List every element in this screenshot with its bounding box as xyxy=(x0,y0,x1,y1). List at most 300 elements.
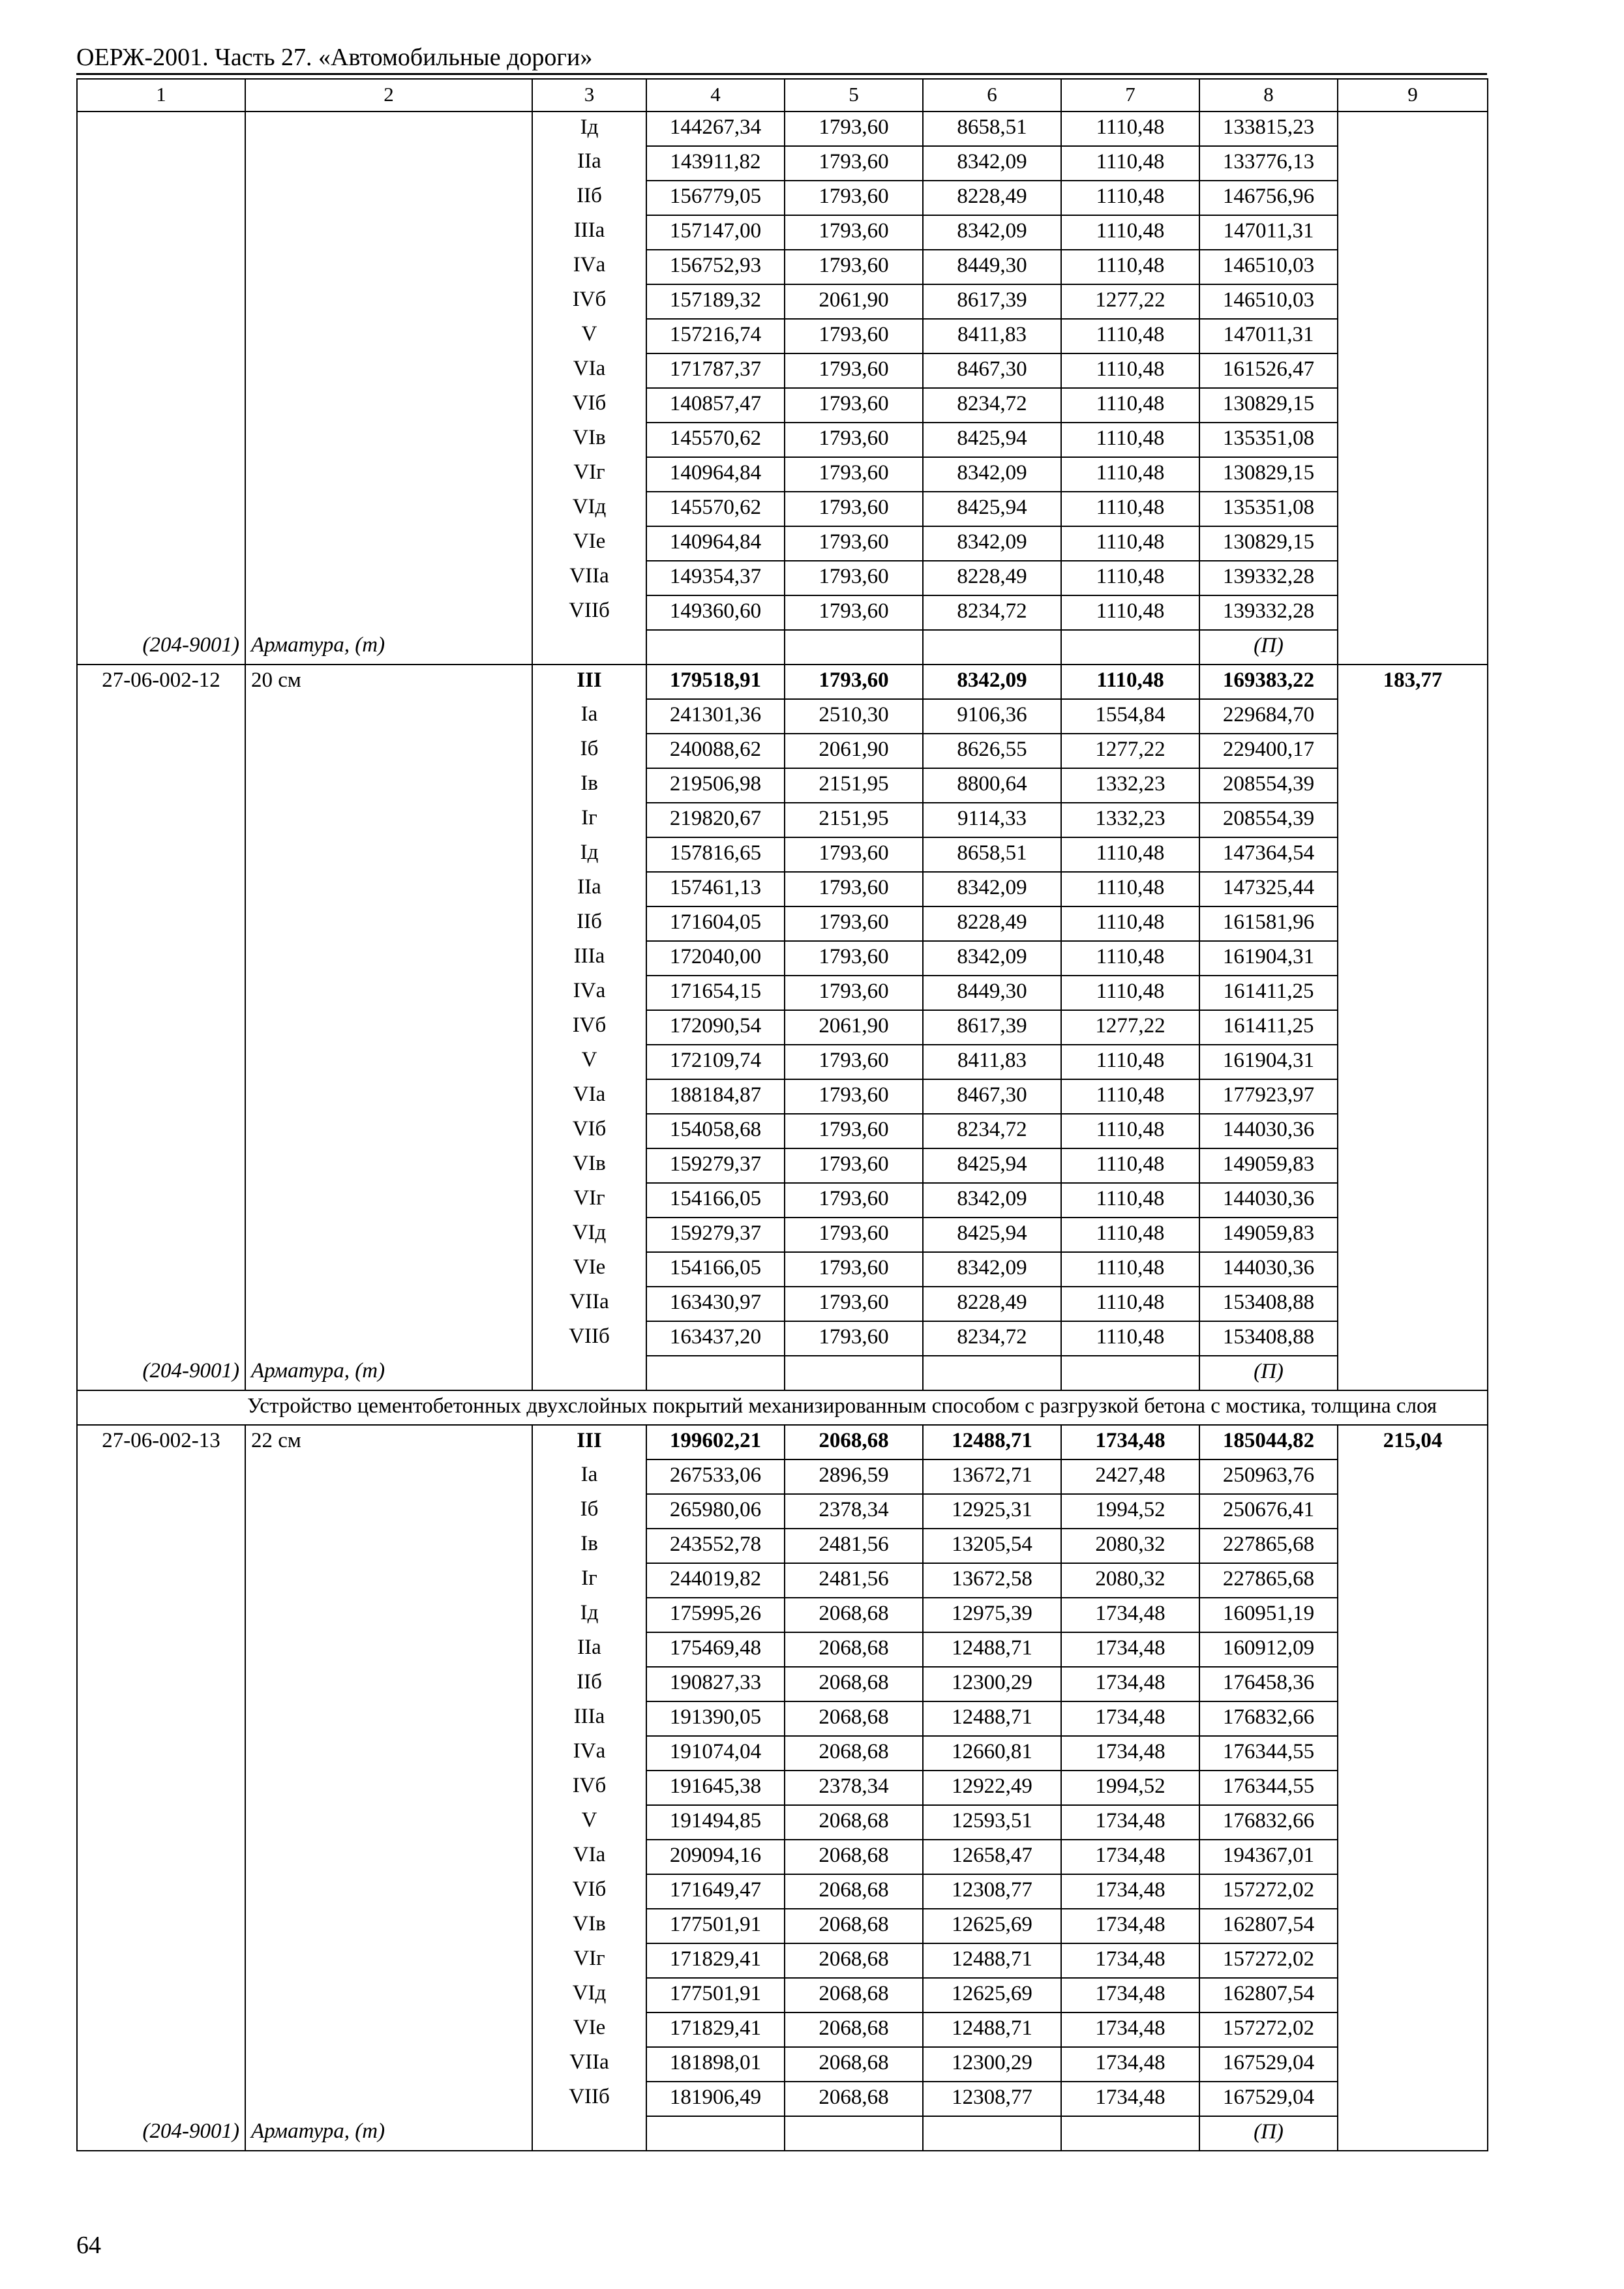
column-number: 1 xyxy=(77,79,245,112)
rates-table xyxy=(76,78,1488,2151)
table-row xyxy=(77,1632,1488,1667)
operator-wage-cell: 1734,48 xyxy=(1061,1874,1199,1909)
total-cost-cell: 171829,41 xyxy=(646,2012,785,2047)
labor-hours-cell xyxy=(1338,1840,1488,1874)
materials-cost-cell: 167529,04 xyxy=(1199,2047,1338,2082)
column-number: 8 xyxy=(1199,79,1338,112)
total-cost-cell: 157189,32 xyxy=(646,284,785,319)
materials-cost-cell: 161904,31 xyxy=(1199,1045,1338,1079)
machine-cost-cell xyxy=(923,2116,1061,2151)
section-title-row xyxy=(77,1390,1488,1425)
zone-cell: IIIа xyxy=(532,941,646,976)
materials-cost-cell: 144030,36 xyxy=(1199,1183,1338,1218)
labor-hours-cell xyxy=(1338,1632,1488,1667)
zone-cell xyxy=(532,1356,646,1390)
rate-code-cell xyxy=(77,1010,245,1045)
total-cost-cell: 140964,84 xyxy=(646,457,785,492)
rate-code-cell xyxy=(77,1978,245,2012)
table-row xyxy=(77,665,1488,699)
labor-cost-cell: 2896,59 xyxy=(785,1459,923,1494)
operator-wage-cell: 1110,48 xyxy=(1061,388,1199,423)
rate-name-cell xyxy=(245,112,532,146)
total-cost-cell: 157816,65 xyxy=(646,837,785,872)
rate-name-cell xyxy=(245,1563,532,1598)
machine-cost-cell: 8342,09 xyxy=(923,526,1061,561)
zone-cell: VIд xyxy=(532,1978,646,2012)
machine-cost-cell: 8342,09 xyxy=(923,665,1061,699)
rate-code-cell xyxy=(77,319,245,353)
rate-code-cell xyxy=(77,768,245,803)
labor-hours-cell xyxy=(1338,1736,1488,1771)
zone-cell: IIб xyxy=(532,181,646,215)
operator-wage-cell: 1110,48 xyxy=(1061,319,1199,353)
materials-cost-cell: 144030,36 xyxy=(1199,1252,1338,1287)
section-title-text: Устройство цементобетонных двухслойных покрытий механизированным способом с разгрузкой бетона с мостика, толщина слоя xyxy=(247,1394,1437,1418)
rate-code-cell xyxy=(77,1874,245,1909)
labor-hours-cell xyxy=(1338,630,1488,665)
table-row xyxy=(77,457,1488,492)
operator-wage-cell: 1110,48 xyxy=(1061,837,1199,872)
operator-wage-cell: 1734,48 xyxy=(1061,1909,1199,1943)
zone-cell: IVб xyxy=(532,1010,646,1045)
labor-hours-cell xyxy=(1338,2047,1488,2082)
resource-code-cell: (204-9001) xyxy=(77,2116,245,2151)
labor-hours-cell xyxy=(1338,492,1488,526)
labor-cost-cell: 1793,60 xyxy=(785,215,923,250)
page-header: ОЕРЖ-2001. Часть 27. «Автомобильные дороги» xyxy=(76,44,593,71)
labor-hours-cell xyxy=(1338,250,1488,284)
rate-code-cell xyxy=(77,1218,245,1252)
labor-hours-cell xyxy=(1338,1943,1488,1978)
operator-wage-cell: 2427,48 xyxy=(1061,1459,1199,1494)
rate-code-cell xyxy=(77,250,245,284)
total-cost-cell: 157461,13 xyxy=(646,872,785,906)
labor-cost-cell: 1793,60 xyxy=(785,1045,923,1079)
labor-cost-cell: 1793,60 xyxy=(785,1114,923,1148)
machine-cost-cell: 12488,71 xyxy=(923,1701,1061,1736)
labor-cost-cell: 1793,60 xyxy=(785,319,923,353)
rate-name-cell xyxy=(245,250,532,284)
materials-cost-cell: 130829,15 xyxy=(1199,388,1338,423)
labor-hours-cell xyxy=(1338,1598,1488,1632)
column-number: 3 xyxy=(532,79,646,112)
table-row xyxy=(77,526,1488,561)
labor-cost-cell: 1793,60 xyxy=(785,146,923,181)
operator-wage-cell xyxy=(1061,630,1199,665)
resource-name-cell: Арматура, (т) xyxy=(245,630,532,665)
operator-wage-cell: 1734,48 xyxy=(1061,1632,1199,1667)
machine-cost-cell: 12922,49 xyxy=(923,1771,1061,1805)
machine-cost-cell: 8626,55 xyxy=(923,734,1061,768)
materials-cost-cell: 157272,02 xyxy=(1199,1943,1338,1978)
machine-cost-cell: 8467,30 xyxy=(923,1079,1061,1114)
rate-name-cell xyxy=(245,976,532,1010)
materials-cost-cell: 133776,13 xyxy=(1199,146,1338,181)
labor-cost-cell xyxy=(785,1356,923,1390)
operator-wage-cell: 1734,48 xyxy=(1061,1840,1199,1874)
rate-code-cell xyxy=(77,1943,245,1978)
labor-hours-cell xyxy=(1338,353,1488,388)
zone-cell: VIIб xyxy=(532,595,646,630)
materials-cost-cell: 146510,03 xyxy=(1199,284,1338,319)
labor-cost-cell: 1793,60 xyxy=(785,872,923,906)
labor-cost-cell: 2068,68 xyxy=(785,1805,923,1840)
table-row xyxy=(77,906,1488,941)
labor-hours-cell xyxy=(1338,457,1488,492)
table-row xyxy=(77,872,1488,906)
machine-cost-cell: 12300,29 xyxy=(923,2047,1061,2082)
zone-cell: IIIа xyxy=(532,215,646,250)
operator-wage-cell: 1110,48 xyxy=(1061,1287,1199,1321)
labor-hours-cell xyxy=(1338,1701,1488,1736)
zone-cell: VIIа xyxy=(532,1287,646,1321)
table-row xyxy=(77,492,1488,526)
zone-cell: IVа xyxy=(532,976,646,1010)
zone-cell: IVа xyxy=(532,1736,646,1771)
total-cost-cell: 145570,62 xyxy=(646,423,785,457)
materials-cost-cell: 160951,19 xyxy=(1199,1598,1338,1632)
total-cost-cell: 181898,01 xyxy=(646,2047,785,2082)
total-cost-cell: 143911,82 xyxy=(646,146,785,181)
machine-cost-cell: 8617,39 xyxy=(923,284,1061,319)
table-row xyxy=(77,1148,1488,1183)
rate-name-cell: 22 см xyxy=(245,1425,532,1459)
labor-hours-cell xyxy=(1338,1079,1488,1114)
labor-cost-cell: 2151,95 xyxy=(785,803,923,837)
rate-name-cell xyxy=(245,2012,532,2047)
rate-code-cell xyxy=(77,1321,245,1356)
labor-cost-cell: 2481,56 xyxy=(785,1563,923,1598)
materials-cost-cell: 208554,39 xyxy=(1199,803,1338,837)
total-cost-cell: 159279,37 xyxy=(646,1218,785,1252)
materials-cost-cell: (П) xyxy=(1199,2116,1338,2151)
materials-cost-cell: 227865,68 xyxy=(1199,1563,1338,1598)
materials-cost-cell: 130829,15 xyxy=(1199,526,1338,561)
rate-code-cell xyxy=(77,492,245,526)
column-number-row xyxy=(77,79,1488,112)
operator-wage-cell: 1734,48 xyxy=(1061,2047,1199,2082)
operator-wage-cell xyxy=(1061,1356,1199,1390)
table-row xyxy=(77,1840,1488,1874)
machine-cost-cell: 12625,69 xyxy=(923,1978,1061,2012)
total-cost-cell: 171829,41 xyxy=(646,1943,785,1978)
materials-cost-cell: 167529,04 xyxy=(1199,2082,1338,2116)
total-cost-cell: 145570,62 xyxy=(646,492,785,526)
materials-cost-cell: 160912,09 xyxy=(1199,1632,1338,1667)
zone-cell: VIв xyxy=(532,423,646,457)
machine-cost-cell: 13205,54 xyxy=(923,1529,1061,1563)
rate-name-cell xyxy=(245,423,532,457)
labor-cost-cell: 2068,68 xyxy=(785,2012,923,2047)
table-row xyxy=(77,1943,1488,1978)
rate-name-cell xyxy=(245,1632,532,1667)
rate-name-cell xyxy=(245,1701,532,1736)
labor-hours-cell xyxy=(1338,2082,1488,2116)
machine-cost-cell: 8342,09 xyxy=(923,1183,1061,1218)
operator-wage-cell: 1110,48 xyxy=(1061,1148,1199,1183)
machine-cost-cell: 12308,77 xyxy=(923,1874,1061,1909)
labor-hours-cell xyxy=(1338,1529,1488,1563)
total-cost-cell: 175995,26 xyxy=(646,1598,785,1632)
zone-cell: V xyxy=(532,1045,646,1079)
table-row xyxy=(77,1045,1488,1079)
operator-wage-cell: 1734,48 xyxy=(1061,1978,1199,2012)
total-cost-cell: 154166,05 xyxy=(646,1183,785,1218)
table-row xyxy=(77,1978,1488,2012)
zone-cell: IIб xyxy=(532,906,646,941)
operator-wage-cell: 1110,48 xyxy=(1061,595,1199,630)
rate-code-cell: 27-06-002-13 xyxy=(77,1425,245,1459)
operator-wage-cell: 1734,48 xyxy=(1061,2012,1199,2047)
rate-code-cell xyxy=(77,1252,245,1287)
total-cost-cell: 171654,15 xyxy=(646,976,785,1010)
materials-cost-cell: 250963,76 xyxy=(1199,1459,1338,1494)
operator-wage-cell: 1277,22 xyxy=(1061,734,1199,768)
total-cost-cell: 188184,87 xyxy=(646,1079,785,1114)
table-row xyxy=(77,1459,1488,1494)
rate-code-cell xyxy=(77,2012,245,2047)
zone-cell: IIа xyxy=(532,146,646,181)
rate-code-cell xyxy=(77,1079,245,1114)
labor-hours-cell xyxy=(1338,803,1488,837)
labor-cost-cell: 1793,60 xyxy=(785,1252,923,1287)
rate-code-cell xyxy=(77,1459,245,1494)
zone-cell: VIг xyxy=(532,1943,646,1978)
operator-wage-cell: 1110,48 xyxy=(1061,1079,1199,1114)
labor-cost-cell: 2068,68 xyxy=(785,1874,923,1909)
labor-hours-cell xyxy=(1338,1978,1488,2012)
labor-cost-cell: 1793,60 xyxy=(785,941,923,976)
labor-cost-cell xyxy=(785,2116,923,2151)
labor-hours-cell xyxy=(1338,1874,1488,1909)
total-cost-cell: 144267,34 xyxy=(646,112,785,146)
rate-name-cell xyxy=(245,319,532,353)
zone-cell: IVб xyxy=(532,1771,646,1805)
labor-cost-cell: 1793,60 xyxy=(785,492,923,526)
zone-cell: VIб xyxy=(532,1114,646,1148)
column-number: 4 xyxy=(646,79,785,112)
total-cost-cell: 177501,91 xyxy=(646,1978,785,2012)
labor-hours-cell xyxy=(1338,837,1488,872)
column-number: 9 xyxy=(1338,79,1488,112)
zone-cell: Iд xyxy=(532,112,646,146)
materials-cost-cell: 229684,70 xyxy=(1199,699,1338,734)
zone-cell: III xyxy=(532,665,646,699)
machine-cost-cell: 8234,72 xyxy=(923,595,1061,630)
total-cost-cell: 241301,36 xyxy=(646,699,785,734)
total-cost-cell: 157147,00 xyxy=(646,215,785,250)
zone-cell: IVб xyxy=(532,284,646,319)
materials-cost-cell: 139332,28 xyxy=(1199,595,1338,630)
labor-hours-cell: 183,77 xyxy=(1338,665,1488,699)
labor-cost-cell: 2068,68 xyxy=(785,2082,923,2116)
labor-cost-cell: 1793,60 xyxy=(785,561,923,595)
total-cost-cell: 240088,62 xyxy=(646,734,785,768)
machine-cost-cell: 8228,49 xyxy=(923,181,1061,215)
rate-code-cell xyxy=(77,1563,245,1598)
labor-hours-cell xyxy=(1338,1010,1488,1045)
zone-cell: VIе xyxy=(532,1252,646,1287)
rate-name-cell xyxy=(245,803,532,837)
machine-cost-cell xyxy=(923,1356,1061,1390)
operator-wage-cell: 1110,48 xyxy=(1061,112,1199,146)
zone-cell: VIа xyxy=(532,353,646,388)
operator-wage-cell: 1110,48 xyxy=(1061,906,1199,941)
rate-name-cell xyxy=(245,1909,532,1943)
total-cost-cell: 191494,85 xyxy=(646,1805,785,1840)
total-cost-cell: 181906,49 xyxy=(646,2082,785,2116)
rate-code-cell xyxy=(77,1114,245,1148)
zone-cell: VIIа xyxy=(532,561,646,595)
rate-code-cell xyxy=(77,1183,245,1218)
table-row xyxy=(77,2012,1488,2047)
total-cost-cell: 140857,47 xyxy=(646,388,785,423)
total-cost-cell xyxy=(646,2116,785,2151)
table-row xyxy=(77,146,1488,181)
labor-hours-cell xyxy=(1338,1114,1488,1148)
rate-name-cell xyxy=(245,1321,532,1356)
table-row xyxy=(77,1909,1488,1943)
rate-code-cell xyxy=(77,976,245,1010)
rate-code-cell xyxy=(77,1840,245,1874)
machine-cost-cell: 12975,39 xyxy=(923,1598,1061,1632)
rate-code-cell xyxy=(77,284,245,319)
labor-hours-cell xyxy=(1338,1218,1488,1252)
rate-code-cell xyxy=(77,1667,245,1701)
rate-name-cell xyxy=(245,837,532,872)
table-row xyxy=(77,1218,1488,1252)
rate-name-cell xyxy=(245,1736,532,1771)
materials-cost-cell: 176344,55 xyxy=(1199,1736,1338,1771)
machine-cost-cell: 8411,83 xyxy=(923,319,1061,353)
table-row xyxy=(77,388,1488,423)
labor-cost-cell: 1793,60 xyxy=(785,1079,923,1114)
rate-name-cell xyxy=(245,561,532,595)
total-cost-cell: 156779,05 xyxy=(646,181,785,215)
materials-cost-cell: 153408,88 xyxy=(1199,1287,1338,1321)
labor-cost-cell: 1793,60 xyxy=(785,1287,923,1321)
rate-name-cell xyxy=(245,734,532,768)
labor-cost-cell: 1793,60 xyxy=(785,112,923,146)
table-row xyxy=(77,353,1488,388)
total-cost-cell: 172109,74 xyxy=(646,1045,785,1079)
total-cost-cell xyxy=(646,630,785,665)
labor-cost-cell: 1793,60 xyxy=(785,1321,923,1356)
labor-hours-cell xyxy=(1338,595,1488,630)
table-row xyxy=(77,699,1488,734)
rate-code-cell xyxy=(77,353,245,388)
labor-cost-cell: 1793,60 xyxy=(785,1218,923,1252)
rate-code-cell xyxy=(77,146,245,181)
table-row xyxy=(77,1425,1488,1459)
rate-name-cell xyxy=(245,906,532,941)
labor-hours-cell xyxy=(1338,1183,1488,1218)
table-row xyxy=(77,768,1488,803)
labor-hours-cell xyxy=(1338,112,1488,146)
materials-cost-cell: 161411,25 xyxy=(1199,976,1338,1010)
total-cost-cell: 267533,06 xyxy=(646,1459,785,1494)
labor-hours-cell xyxy=(1338,1909,1488,1943)
labor-hours-cell xyxy=(1338,1045,1488,1079)
table-row xyxy=(77,1563,1488,1598)
operator-wage-cell: 1994,52 xyxy=(1061,1494,1199,1529)
zone-cell: Iб xyxy=(532,734,646,768)
zone-cell: IVа xyxy=(532,250,646,284)
rate-code-cell xyxy=(77,1701,245,1736)
machine-cost-cell: 8342,09 xyxy=(923,1252,1061,1287)
table-row xyxy=(77,215,1488,250)
labor-cost-cell: 1793,60 xyxy=(785,181,923,215)
operator-wage-cell: 1734,48 xyxy=(1061,1667,1199,1701)
total-cost-cell: 149360,60 xyxy=(646,595,785,630)
labor-cost-cell: 1793,60 xyxy=(785,250,923,284)
rate-name-cell xyxy=(245,1840,532,1874)
machine-cost-cell: 8658,51 xyxy=(923,837,1061,872)
zone-cell: Iа xyxy=(532,699,646,734)
zone-cell: VIа xyxy=(532,1079,646,1114)
labor-cost-cell: 1793,60 xyxy=(785,457,923,492)
rate-code-cell xyxy=(77,1529,245,1563)
operator-wage-cell: 1734,48 xyxy=(1061,1701,1199,1736)
table-row xyxy=(77,1010,1488,1045)
labor-hours-cell xyxy=(1338,1148,1488,1183)
zone-cell xyxy=(532,2116,646,2151)
labor-cost-cell: 2068,68 xyxy=(785,2047,923,2082)
table-row xyxy=(77,595,1488,630)
rate-name-cell xyxy=(245,1148,532,1183)
rate-code-cell xyxy=(77,837,245,872)
rate-name-cell xyxy=(245,872,532,906)
rate-name-cell xyxy=(245,526,532,561)
table-row xyxy=(77,1114,1488,1148)
machine-cost-cell: 9114,33 xyxy=(923,803,1061,837)
page-number: 64 xyxy=(76,2232,101,2259)
table-row xyxy=(77,1529,1488,1563)
machine-cost-cell: 8449,30 xyxy=(923,976,1061,1010)
total-cost-cell: 191645,38 xyxy=(646,1771,785,1805)
rate-name-cell xyxy=(245,1114,532,1148)
materials-cost-cell: 157272,02 xyxy=(1199,1874,1338,1909)
rate-code-cell xyxy=(77,388,245,423)
zone-cell: VIIа xyxy=(532,2047,646,2082)
labor-hours-cell xyxy=(1338,181,1488,215)
table-row xyxy=(77,1183,1488,1218)
footer-row xyxy=(77,1356,1488,1390)
labor-cost-cell: 1793,60 xyxy=(785,388,923,423)
zone-cell: VIа xyxy=(532,1840,646,1874)
labor-hours-cell xyxy=(1338,1321,1488,1356)
machine-cost-cell: 8425,94 xyxy=(923,1218,1061,1252)
operator-wage-cell: 1110,48 xyxy=(1061,1045,1199,1079)
footer-row xyxy=(77,630,1488,665)
materials-cost-cell: 161581,96 xyxy=(1199,906,1338,941)
zone-cell: V xyxy=(532,319,646,353)
operator-wage-cell xyxy=(1061,2116,1199,2151)
machine-cost-cell: 8425,94 xyxy=(923,1148,1061,1183)
operator-wage-cell: 1110,48 xyxy=(1061,872,1199,906)
rate-name-cell xyxy=(245,1771,532,1805)
rate-code-cell xyxy=(77,2047,245,2082)
machine-cost-cell: 12658,47 xyxy=(923,1840,1061,1874)
table-row xyxy=(77,837,1488,872)
labor-cost-cell: 2068,68 xyxy=(785,1978,923,2012)
operator-wage-cell: 2080,32 xyxy=(1061,1529,1199,1563)
labor-hours-cell xyxy=(1338,906,1488,941)
rate-name-cell xyxy=(245,941,532,976)
machine-cost-cell: 8342,09 xyxy=(923,146,1061,181)
labor-cost-cell: 2068,68 xyxy=(785,1632,923,1667)
labor-cost-cell: 2068,68 xyxy=(785,1736,923,1771)
